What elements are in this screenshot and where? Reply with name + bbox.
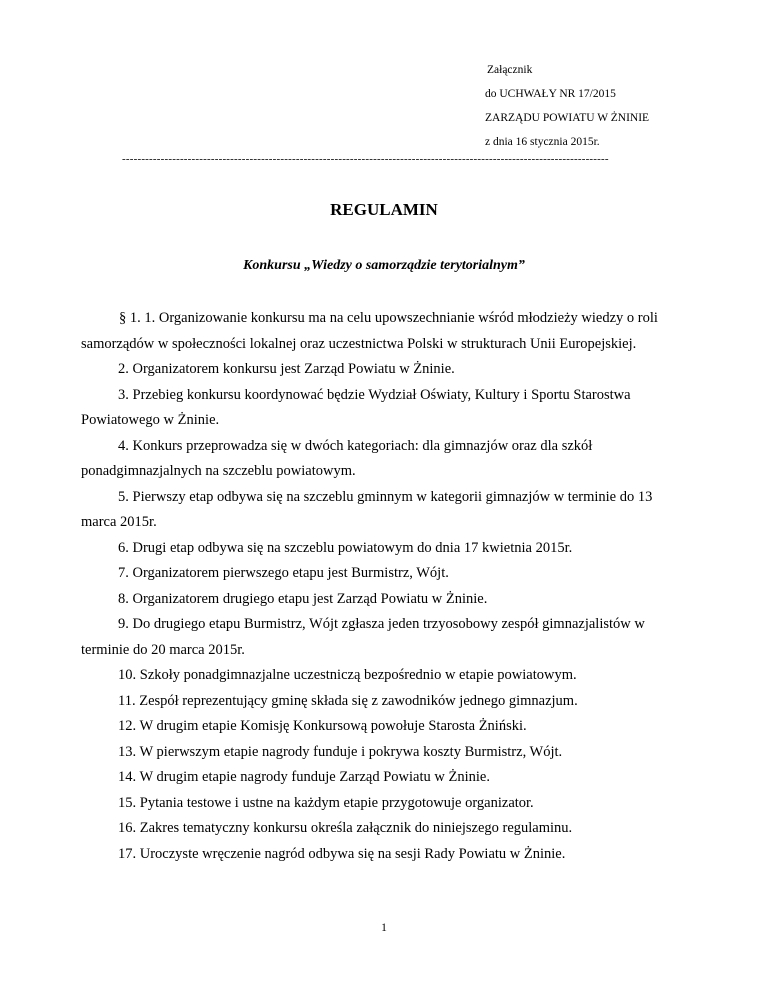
paragraph-2: 2. Organizatorem konkursu jest Zarząd Powiatu w Żninie.	[118, 361, 455, 377]
dashed-separator: ------------------------------------------------------------------------------------------------------------------------------	[122, 153, 609, 165]
document-subtitle: Konkursu „Wiedzy o samorządzie terytorialnym”	[243, 258, 525, 273]
attachment-header	[485, 58, 649, 154]
paragraph-15: 15. Pytania testowe i ustne na każdym etapie przygotowuje organizator.	[118, 794, 534, 811]
paragraph-1: § 1. 1. Organizowanie konkursu ma na celu upowszechnianie wśród młodzieży wiedzy o roli samorządów w społeczności lokalnej oraz uczestnictwa Polski w strukturach Unii Europejskiej.	[81, 310, 658, 352]
header-line-board: ZARZĄDU POWIATU W ŻNINIE	[485, 112, 650, 124]
paragraph-4: 4. Konkurs przeprowadza się w dwóch kategoriach: dla gimnazjów oraz dla szkół ponadgimnazjalnych na szczeblu powiatowym.	[81, 437, 593, 479]
paragraph-5: 5. Pierwszy etap odbywa się na szczeblu gminnym w kategorii gimnazjów w terminie do 13 marca 2015r.	[81, 488, 653, 530]
paragraph-8: 8. Organizatorem drugiego etapu jest Zarząd Powiatu w Żninie.	[118, 590, 488, 607]
paragraph-13: 13. W pierwszym etapie nagrody funduje i pokrywa koszty Burmistrz, Wójt.	[118, 743, 563, 760]
paragraph-9: 9. Do drugiego etapu Burmistrz, Wójt zgłasza jeden trzyosobowy zespół gimnazjalistów w terminie do 20 marca 2015r.	[81, 616, 645, 658]
header-line-attachment: Załącznik	[487, 64, 533, 76]
paragraph-3: 3. Przebieg konkursu koordynować będzie Wydział Oświaty, Kultury i Sportu Starostwa Powiatowego w Żninie.	[81, 386, 631, 428]
paragraph-17: 17. Uroczyste wręczenie nagród odbywa się na sesji Rady Powiatu w Żninie.	[118, 845, 566, 862]
paragraph-11: 11. Zespół reprezentujący gminę składa się z zawodników jednego gimnazjum.	[118, 692, 578, 709]
paragraph-6: 6. Drugi etap odbywa się na szczeblu powiatowym do dnia 17 kwietnia 2015r.	[118, 539, 573, 556]
document-title: REGULAMIN	[330, 200, 438, 219]
paragraph-14: 14. W drugim etapie nagrody funduje Zarząd Powiatu w Żninie.	[118, 769, 490, 785]
page-number: 1	[381, 922, 387, 934]
paragraph-10: 10. Szkoły ponadgimnazjalne uczestniczą bezpośrednio w etapie powiatowym.	[118, 667, 577, 683]
paragraph-16: 16. Zakres tematyczny konkursu określa załącznik do niniejszego regulaminu.	[118, 820, 573, 836]
header-line-date: z dnia 16 stycznia 2015r.	[485, 136, 600, 148]
paragraph-12: 12. W drugim etapie Komisję Konkursową powołuje Starosta Żniński.	[118, 718, 527, 734]
regulation-body	[81, 306, 689, 867]
header-line-resolution: do UCHWAŁY NR 17/2015	[485, 88, 616, 100]
paragraph-7: 7. Organizatorem pierwszego etapu jest Burmistrz, Wójt.	[118, 565, 449, 581]
